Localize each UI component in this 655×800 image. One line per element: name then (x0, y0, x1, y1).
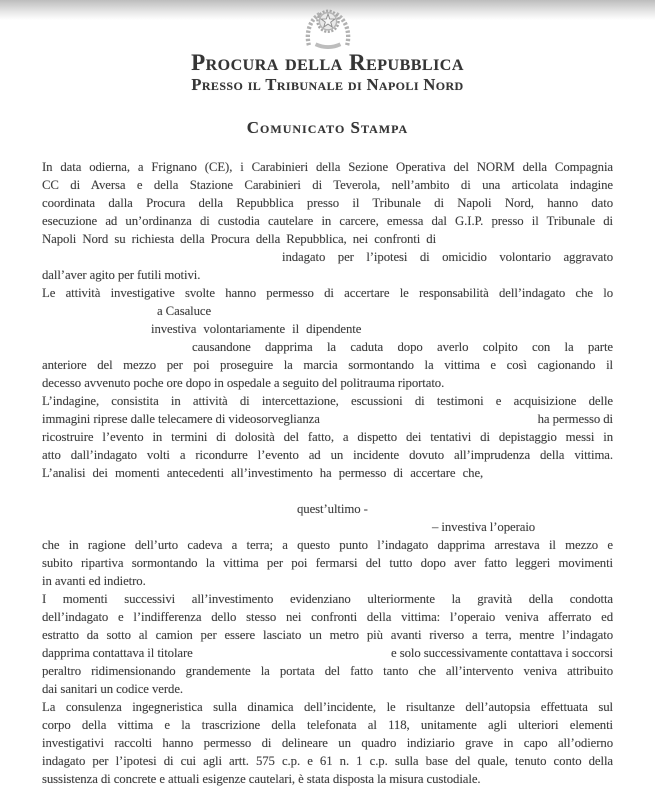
document-line (42, 284, 613, 302)
document-line-text: indagato per l’ipotesi di omicidio volontario aggravato (282, 250, 613, 264)
document-line (42, 428, 613, 446)
document-line (42, 176, 613, 194)
document-line (42, 626, 613, 644)
org-subtitle: Presso il Tribunale di Napoli Nord (191, 75, 464, 94)
document-line-segment: dapprima contattava il titolare (42, 646, 193, 660)
press-release-body (0, 158, 655, 788)
document-line (42, 536, 613, 554)
document-line-text: investiva volontariamente il dipendente (151, 322, 362, 336)
document-line-text: dell’indagato e l’indifferenza dello stesso nei confronti della vittima: l’operaio veniva afferrato ed (42, 610, 613, 624)
document-line-text: sussistenza di concrete e attuali esigenze cautelari, è stata disposta la misura custodiale. (42, 772, 481, 786)
document-header (0, 0, 655, 138)
document-line (42, 698, 613, 716)
document-line-text: a Casaluce (157, 304, 212, 318)
document-line-text: estratto da sotto al camion per essere lasciato un metro più avanti riverso a terra, mentre l’indagato (42, 628, 613, 642)
document-line-text: corpo della vittima e la trascrizione della telefonata al 118, unitamente agli ulteriori elementi (42, 718, 613, 732)
document-line-text: indagato per l’ipotesi di cui agli artt. 575 c.p. e 61 n. 1 c.p. sulla base del quale, tenuto conto della (42, 754, 613, 768)
document-line-text: CC di Aversa e della Stazione Carabinieri di Teverola, nell’ambito di una articolata indagine (42, 178, 613, 192)
document-line-text: peraltro ridimensionando grandemente la portata del fatto tanto che all’intervento veniva attribuito (42, 664, 613, 678)
document-line-text: – investiva l’operaio (432, 520, 536, 534)
document-line (42, 266, 613, 284)
italy-emblem-icon (299, 5, 357, 49)
document-line (42, 320, 613, 338)
document-line (42, 248, 613, 266)
document-line-text: decesso avvenuto poche ore dopo in ospedale a seguito del politrauma riportato. (42, 376, 445, 390)
document-line (42, 212, 613, 230)
document-line-text: Le attività investigative svolte hanno permesso di accertare le responsabilità dell’indagato che lo (42, 286, 613, 300)
document-line (42, 356, 613, 374)
document-line (42, 554, 613, 572)
document-line-text: coordinata dalla Procura della Repubblica presso il Tribunale di Napoli Nord, hanno dato (42, 196, 613, 210)
document-line-text: dai sanitari un codice verde. (42, 682, 184, 696)
document-line (42, 410, 613, 428)
document-line-text: esecuzione ad un’ordinanza di custodia cautelare in carcere, emessa dal G.I.P. presso il Tribunale di (42, 214, 613, 228)
document-line-text: atto dall’indagato volti a ricondurre l’evento ad un incidente dovuto all’imprudenza della vittima. (42, 448, 613, 462)
document-line (42, 194, 613, 212)
document-line-segment: ha permesso di (537, 412, 613, 426)
document-line (42, 374, 613, 392)
document-line-segment: immagini riprese dalle telecamere di videosorveglianza (42, 412, 320, 426)
document-line (42, 662, 613, 680)
document-line (42, 446, 613, 464)
document-line-text: dall’aver agito per futili motivi. (42, 268, 201, 282)
document-line-text: In data odierna, a Frignano (CE), i Carabinieri della Sezione Operativa del NORM della Compagnia (42, 160, 613, 174)
document-line (42, 644, 613, 662)
document-line (42, 464, 613, 482)
blank-line (42, 482, 613, 500)
document-line (42, 302, 613, 320)
document-line-text: causandone dapprima la caduta dopo averlo colpito con la parte (192, 340, 613, 354)
document-line-text: La consulenza ingegneristica sulla dinamica dell’incidente, le risultanze dell’autopsia effettuata sul (42, 700, 613, 714)
document-line-text: anteriore del mezzo per poi proseguire la marcia sormontando la vittima e così cagionando il (42, 358, 613, 372)
document-line (42, 734, 613, 752)
org-title: Procura della Repubblica (191, 50, 464, 75)
document-line-text: L’analisi dei momenti antecedenti all’investimento ha permesso di accertare che, (42, 466, 484, 480)
document-line-text: in avanti ed indietro. (42, 574, 146, 588)
document-line-text: L’indagine, consistita in attività di intercettazione, escussioni di testimoni e acquisizione delle (42, 394, 613, 408)
document-line (42, 158, 613, 176)
document-line (42, 608, 613, 626)
document-line (42, 716, 613, 734)
document-line (42, 500, 613, 518)
document-line (42, 572, 613, 590)
document-line (42, 680, 613, 698)
document-line (42, 770, 613, 788)
document-line-text: quest’ultimo - (297, 502, 368, 516)
document-line (42, 518, 613, 536)
document-line-text: investigativi raccolti hanno permesso di delineare un quadro indiziario grave in capo all’odierno (42, 736, 613, 750)
document-line-segment: e solo successivamente contattava i soccorsi (391, 646, 613, 660)
document-line (42, 338, 613, 356)
document-line (42, 230, 613, 248)
document-line (42, 392, 613, 410)
document-line-text: ricostruire l’evento in termini di dolosità del fatto, a dispetto dei tentativi di depistaggio messi in (42, 430, 613, 444)
document-line-text: subito ripartiva sormontando la vittima per poi fermarsi del tutto dopo aver fatto leggeri movimenti (42, 556, 613, 570)
document-line-text: Napoli Nord su richiesta della Procura della Repubblica, nei confronti di (42, 232, 437, 246)
document-line (42, 590, 613, 608)
document-line (42, 752, 613, 770)
document-line-text: che in ragione dell’urto cadeva a terra; a questo punto l’indagato dapprima arrestava il mezzo e (42, 538, 613, 552)
document-title: Comunicato Stampa (246, 118, 409, 137)
document-line-text: I momenti successivi all’investimento evidenziano ulteriormente la gravità della condotta (42, 592, 613, 606)
